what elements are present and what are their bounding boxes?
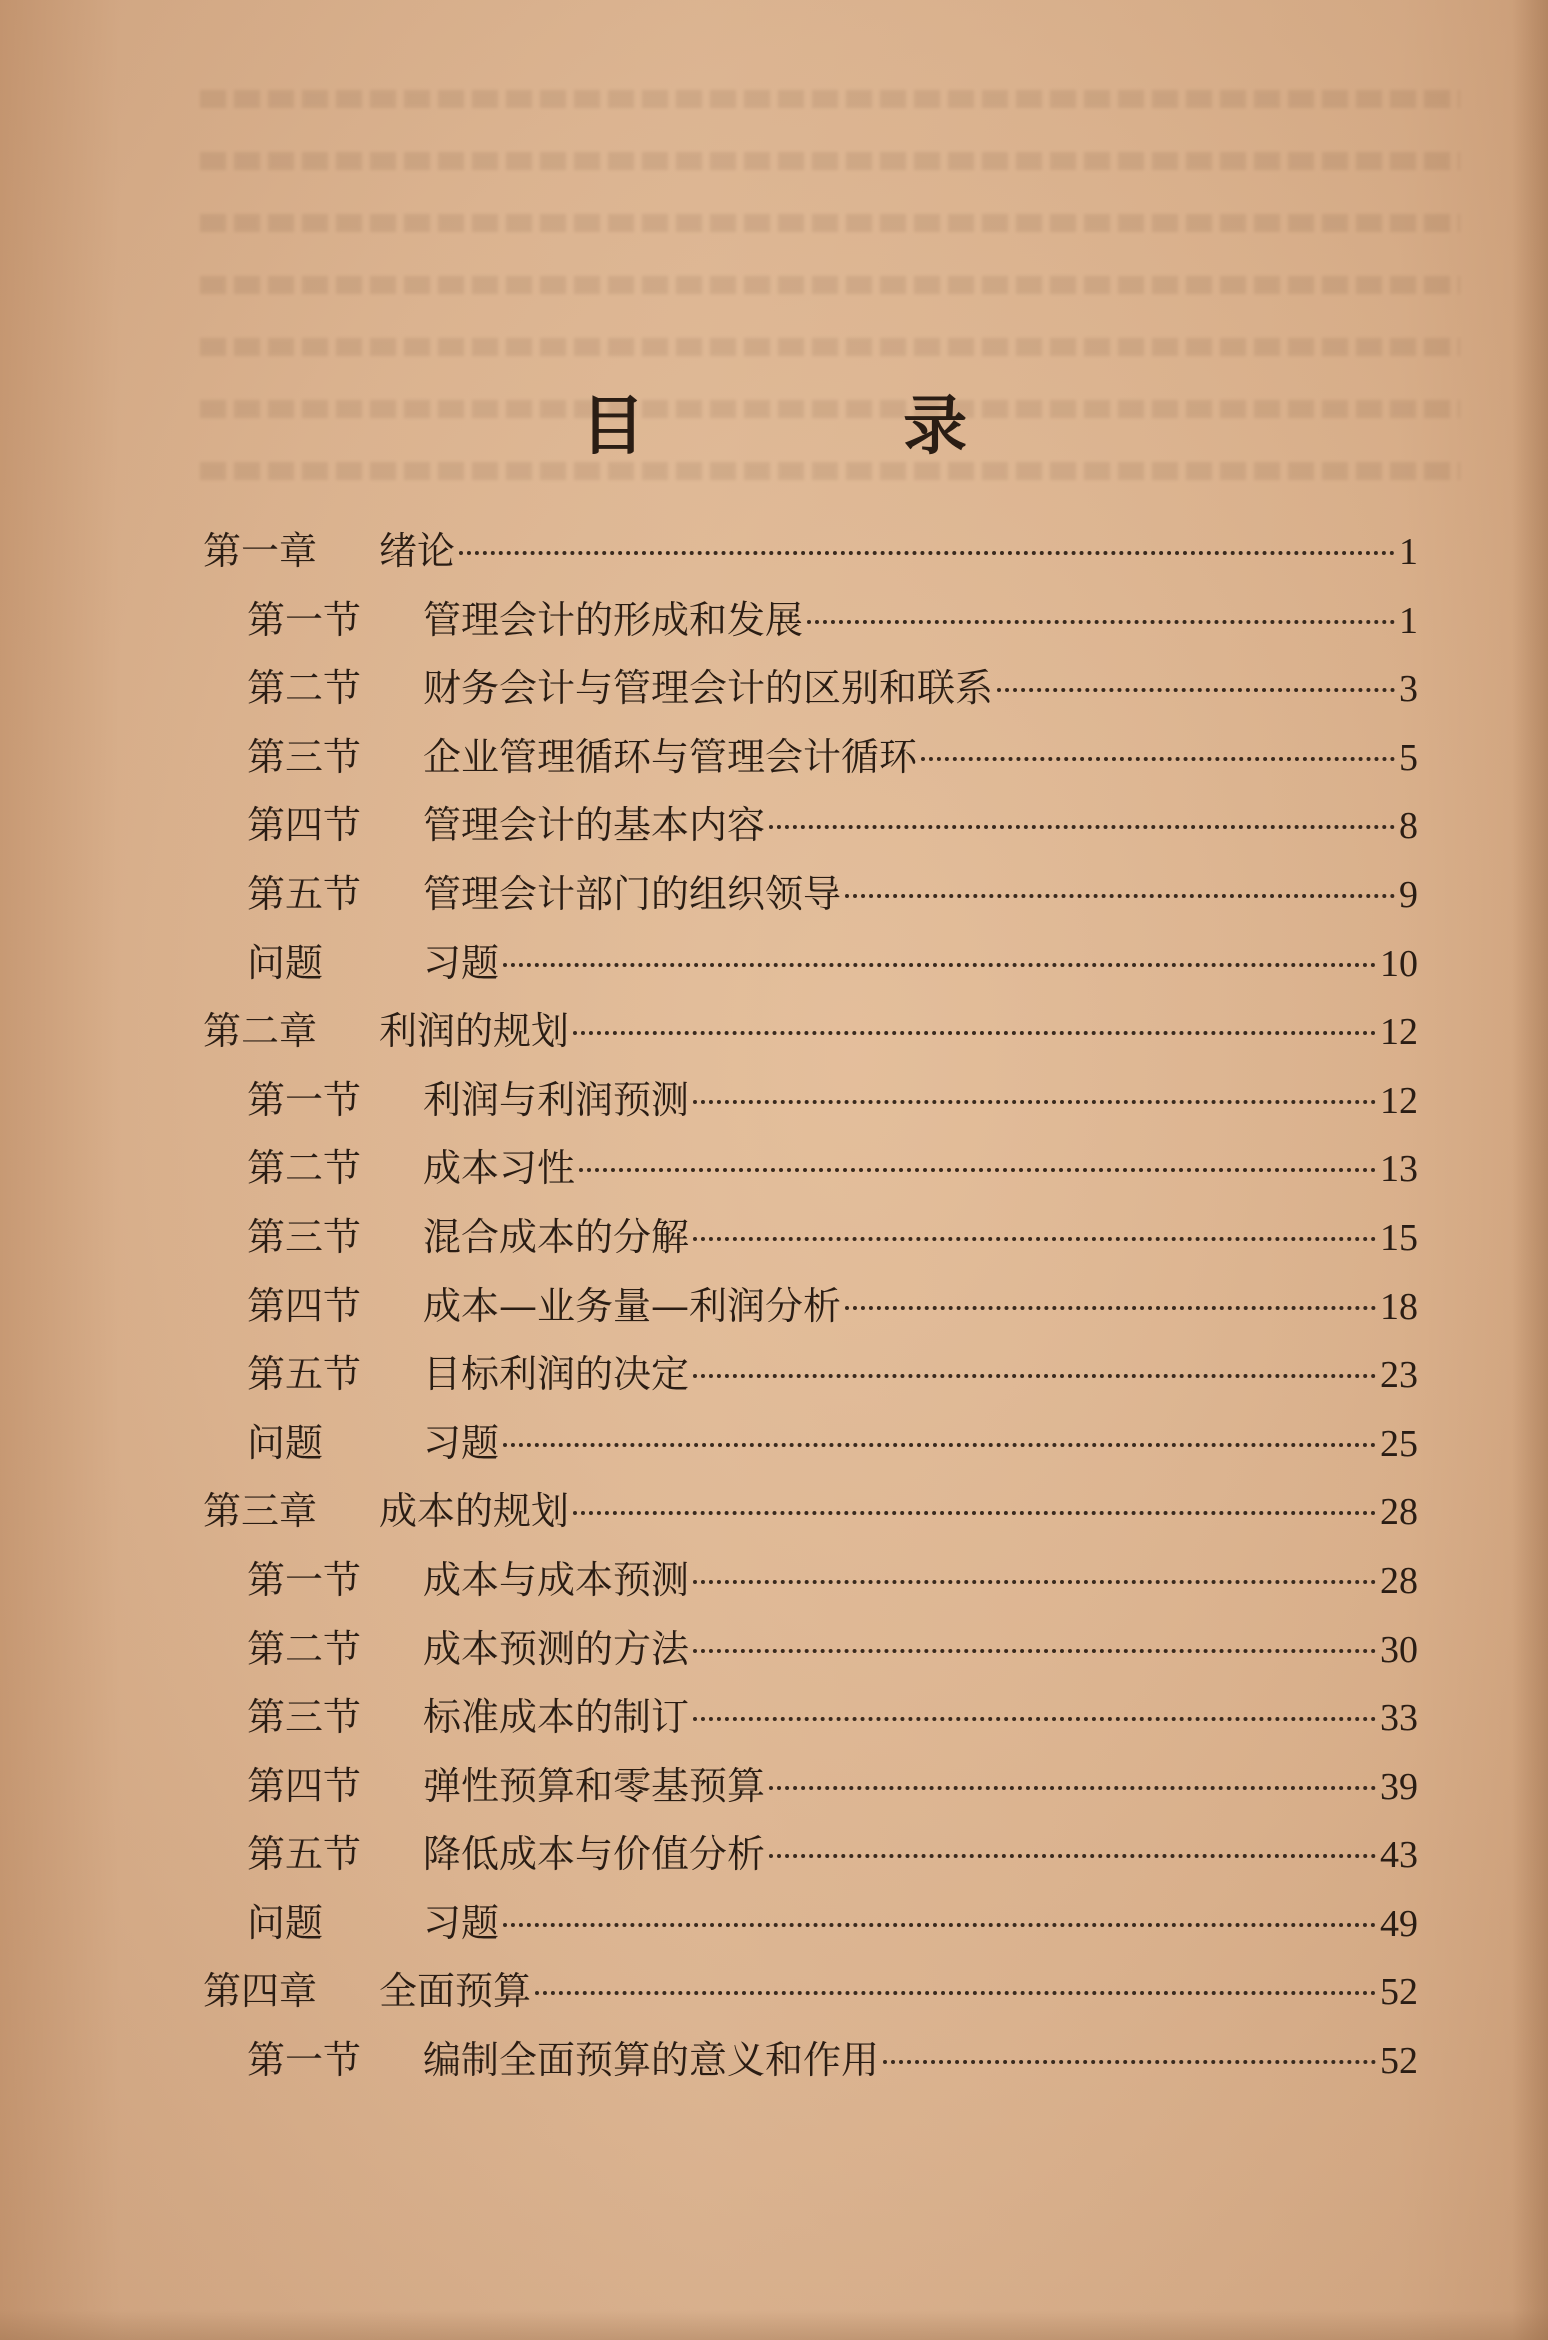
toc-entry-label: 第五节	[247, 1352, 362, 1397]
toc-entry-title: 混合成本的分解	[423, 1214, 690, 1259]
toc-entry-title: 全面预算	[379, 1969, 532, 2014]
dot-leader	[845, 1306, 1376, 1310]
toc-section-entry	[203, 1892, 1418, 1961]
toc-entry-title: 企业管理循环与管理会计循环	[423, 734, 918, 779]
toc-entry-title: 习题	[423, 1420, 500, 1465]
toc-page-number: 1	[1399, 599, 1418, 642]
dot-leader	[997, 688, 1395, 692]
dot-leader	[503, 963, 1376, 967]
toc-entry-title: 绪论	[379, 529, 456, 573]
toc-entry-title: 成本的规划	[379, 1489, 570, 1534]
toc-section-entry	[203, 1343, 1418, 1412]
toc-entry-label: 第一节	[247, 1077, 362, 1122]
toc-section-entry	[203, 1206, 1418, 1275]
toc-entry-title: 利润与利润预测	[423, 1077, 690, 1122]
toc-entry-title: 降低成本与价值分析	[423, 1832, 766, 1877]
toc-page-number: 9	[1399, 873, 1418, 916]
toc-section-entry	[203, 726, 1418, 795]
toc-section-entry	[203, 1755, 1418, 1824]
dot-leader	[693, 1100, 1376, 1104]
toc-page-number: 28	[1380, 1559, 1418, 1602]
toc-page-number: 12	[1380, 1079, 1418, 1122]
toc-page-number: 5	[1399, 736, 1418, 779]
toc-entry-title: 财务会计与管理会计的区别和联系	[423, 666, 994, 711]
toc-entry-label: 问题	[247, 1420, 324, 1465]
dot-leader	[573, 1031, 1376, 1035]
toc-entry-label: 第三章	[203, 1489, 318, 1534]
toc-entry-title: 习题	[423, 1900, 500, 1945]
toc-entry-label: 第四章	[203, 1969, 318, 2014]
dot-leader	[503, 1443, 1376, 1447]
toc-entry-label: 第三节	[247, 1695, 362, 1740]
toc-entry-label: 第二章	[203, 1009, 318, 1054]
toc-entry-label: 问题	[247, 940, 324, 985]
dot-leader	[693, 1237, 1376, 1241]
toc-entry-label: 第三节	[247, 734, 362, 779]
toc-entry-label: 第一章	[203, 529, 318, 573]
toc-section-entry	[203, 1618, 1418, 1687]
toc-entry-title: 成本习性	[423, 1146, 576, 1191]
dot-leader	[883, 2060, 1376, 2064]
dot-leader	[921, 757, 1395, 761]
toc-entry-label: 第五节	[247, 1832, 362, 1877]
toc-chapter-entry	[203, 1000, 1418, 1069]
page-title: 目 录	[580, 389, 1086, 464]
toc-entry-title: 成本预测的方法	[423, 1626, 690, 1671]
toc-entry-label: 第二节	[247, 666, 362, 711]
toc-page-number: 10	[1380, 942, 1418, 985]
toc-page-number: 18	[1380, 1285, 1418, 1328]
toc-page-number: 3	[1399, 668, 1418, 711]
toc-entry-label: 第四节	[247, 803, 362, 848]
toc-entry-title: 管理会计的基本内容	[423, 803, 766, 848]
dot-leader	[693, 1717, 1376, 1721]
toc-chapter-entry	[203, 1480, 1418, 1549]
toc-section-entry	[203, 1137, 1418, 1206]
toc-section-entry	[203, 863, 1418, 932]
toc-entry-label: 问题	[247, 1900, 324, 1945]
toc-entry-title: 弹性预算和零基预算	[423, 1763, 766, 1808]
dot-leader	[845, 894, 1395, 898]
dot-leader	[807, 620, 1395, 624]
toc-section-entry	[203, 1686, 1418, 1755]
toc-page-number: 52	[1380, 2040, 1418, 2083]
dot-leader	[573, 1511, 1376, 1515]
dot-leader	[693, 1374, 1376, 1378]
toc-entry-label: 第三节	[247, 1214, 362, 1259]
toc-entry-title: 利润的规划	[379, 1009, 570, 1054]
toc-section-entry	[203, 2029, 1418, 2098]
page-edge-shadow	[1512, 0, 1548, 2340]
toc-entry-title: 编制全面预算的意义和作用	[423, 2038, 880, 2083]
dot-leader	[459, 551, 1395, 555]
toc-entry-label: 第二节	[247, 1626, 362, 1671]
toc-entry-title: 成本—业务量—利润分析	[423, 1283, 842, 1328]
toc-page-number: 52	[1380, 1971, 1418, 2014]
toc-chapter-entry	[203, 1960, 1418, 2029]
toc-page-number: 43	[1380, 1834, 1418, 1877]
dot-leader	[503, 1923, 1376, 1927]
table-of-contents	[203, 520, 1418, 2098]
toc-page-number: 49	[1380, 1902, 1418, 1945]
toc-entry-title: 管理会计的形成和发展	[423, 597, 804, 642]
toc-page-number: 33	[1380, 1697, 1418, 1740]
toc-entry-label: 第一节	[247, 1557, 362, 1602]
toc-entry-label: 第四节	[247, 1283, 362, 1328]
toc-page-number: 13	[1380, 1148, 1418, 1191]
toc-section-entry	[203, 1412, 1418, 1481]
toc-entry-label: 第二节	[247, 1146, 362, 1191]
toc-page-number: 25	[1380, 1422, 1418, 1465]
toc-entry-label: 第四节	[247, 1763, 362, 1808]
toc-entry-label: 第五节	[247, 871, 362, 916]
dot-leader	[769, 1786, 1376, 1790]
toc-entry-label: 第一节	[247, 2038, 362, 2083]
toc-page-number: 30	[1380, 1628, 1418, 1671]
toc-page-number: 12	[1380, 1011, 1418, 1054]
toc-chapter-entry	[203, 520, 1418, 589]
toc-section-entry	[203, 1069, 1418, 1138]
toc-page-number: 8	[1399, 805, 1418, 848]
toc-entry-title: 成本与成本预测	[423, 1557, 690, 1602]
toc-section-entry	[203, 1275, 1418, 1344]
dot-leader	[693, 1580, 1376, 1584]
toc-page-number: 39	[1380, 1765, 1418, 1808]
page-bottom-shadow	[0, 2310, 1548, 2340]
toc-page-number: 28	[1380, 1491, 1418, 1534]
toc-page-number: 15	[1380, 1216, 1418, 1259]
toc-section-entry	[203, 657, 1418, 726]
dot-leader	[769, 1854, 1376, 1858]
dot-leader	[535, 1991, 1376, 1995]
toc-entry-title: 管理会计部门的组织领导	[423, 871, 842, 916]
toc-page-number: 23	[1380, 1354, 1418, 1397]
toc-section-entry	[203, 1549, 1418, 1618]
dot-leader	[769, 825, 1395, 829]
toc-page-number: 1	[1399, 531, 1418, 573]
toc-entry-label: 第一节	[247, 597, 362, 642]
dot-leader	[579, 1168, 1376, 1172]
dot-leader	[693, 1649, 1376, 1653]
toc-section-entry	[203, 1823, 1418, 1892]
toc-entry-title: 目标利润的决定	[423, 1352, 690, 1397]
toc-entry-title: 标准成本的制订	[423, 1695, 690, 1740]
toc-entry-title: 习题	[423, 940, 500, 985]
toc-section-entry	[203, 932, 1418, 1001]
toc-section-entry	[203, 794, 1418, 863]
toc-section-entry	[203, 589, 1418, 658]
